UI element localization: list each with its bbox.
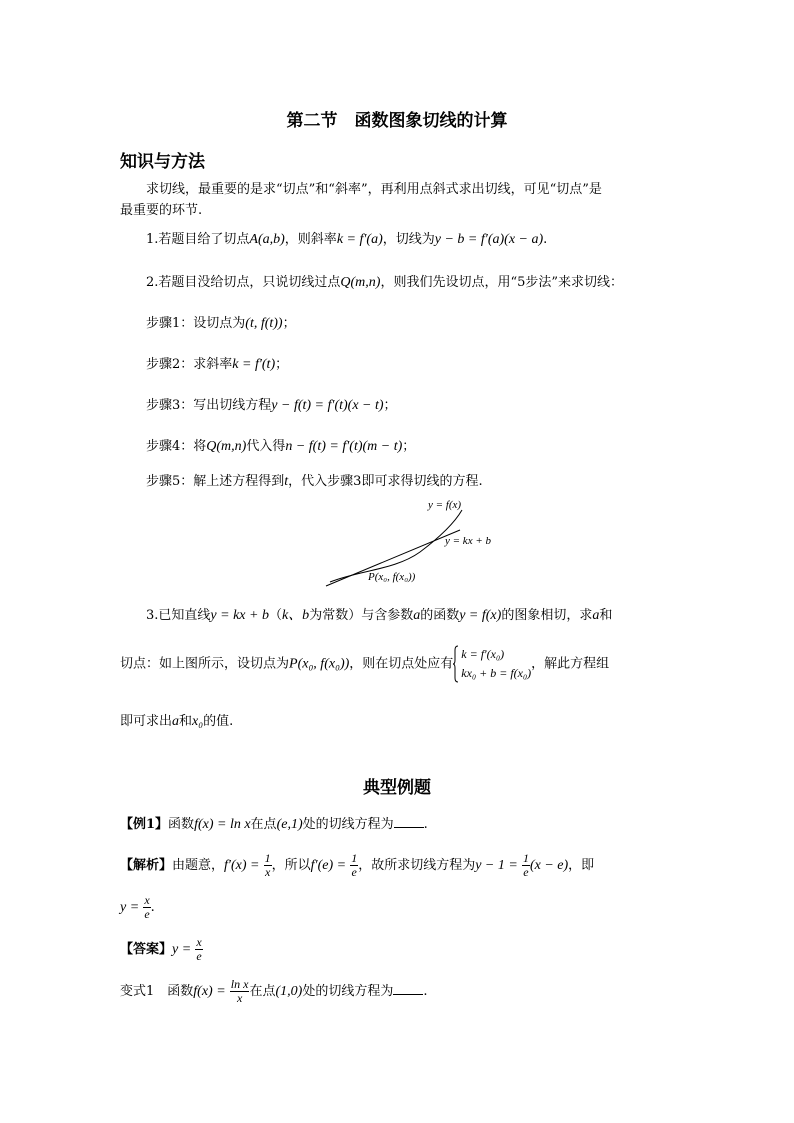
answer-blank[interactable]	[394, 815, 424, 828]
intro-line-1: 求切线，最重要的是求“切点”和“斜率”，再利用点斜式求出切线，可见“切点”是	[146, 182, 602, 197]
variant-1: 变式1 函数f(x) = $\frac{\text{ln x}}{x}$ 在点(1,0)处的切线方程为 .	[120, 977, 428, 1005]
curve-label: y = f(x)	[428, 499, 462, 511]
step-2: 步骤2：求斜率k = f′(t)；	[146, 357, 289, 372]
fraction: $\frac{1}{e}$	[351, 851, 358, 879]
left-brace-icon	[453, 645, 459, 683]
method-3-line2: 切点：如上图所示，设切点为P(x₀, f(x₀))，则在切点处应有 k = f′(x₀) kx₀ + b = f(x₀) ，解此方程组	[120, 645, 609, 683]
step-1: 步骤1：设切点为(t, f(t))；	[146, 316, 296, 331]
fraction: $\frac{\text{ln x}}{x}$	[230, 977, 249, 1005]
step-3: 步骤3：写出切线方程y − f(t) = f′(t)(x − t)；	[146, 398, 397, 413]
step-4: 步骤4：将Q(m,n)代入得n − f(t) = f′(t)(m − t)；	[146, 439, 416, 454]
method-3-line3: 即可求出a和x₀的值.	[120, 714, 234, 729]
page-title: 第二节 函数图象切线的计算	[286, 111, 508, 131]
fraction: $\frac{1}{e}$	[522, 851, 529, 879]
fraction: $\frac{x}{e}$	[196, 935, 202, 963]
method-2: 2.若题目没给切点，只说切线过点Q(m,n)，则我们先设切点，用“5步法”来求切线：	[146, 275, 624, 290]
equation-system: k = f′(x₀) kx₀ + b = f(x₀)	[453, 645, 531, 683]
answer-blank[interactable]	[393, 982, 423, 995]
method-1: 1.若题目给了切点A(a,b)，则斜率k = f′(a)，切线为y − b = f′(a)(x − a).	[146, 232, 548, 247]
method-3-line1: 3.已知直线y = kx + b（k、b为常数）与含参数a的函数y = f(x)的图象相切，求a和	[146, 608, 613, 623]
solution-1-result: y = $\frac{x}{e}$ .	[120, 893, 155, 921]
section-heading-knowledge: 知识与方法	[120, 152, 205, 172]
line-label: y = kx + b	[445, 535, 491, 547]
point-label: P(x₀, f(x₀))	[368, 571, 416, 583]
answer-1: 【答案】y = $\frac{x}{e}$	[120, 935, 202, 963]
fraction: $\frac{x}{e}$	[144, 893, 150, 921]
fraction: $\frac{1}{x}$	[264, 851, 271, 879]
solution-1: 【解析】由题意，f′(x) = $\frac{1}{x}$ ，所以f′(e) = $\frac{1}{e}$ ，故所求切线方程为y − 1 = $\frac{1}{e}$ (x − e)，即	[120, 851, 595, 879]
section-heading-examples: 典型例题	[363, 778, 431, 798]
step-5: 步骤5：解上述方程得到t，代入步骤3即可求得切线的方程.	[146, 474, 483, 489]
intro-line-2: 最重要的环节.	[120, 203, 203, 218]
example-1: 【例1】函数f(x) = ln x在点(e,1)处的切线方程为 .	[120, 817, 428, 832]
tangent-diagram	[320, 492, 520, 592]
